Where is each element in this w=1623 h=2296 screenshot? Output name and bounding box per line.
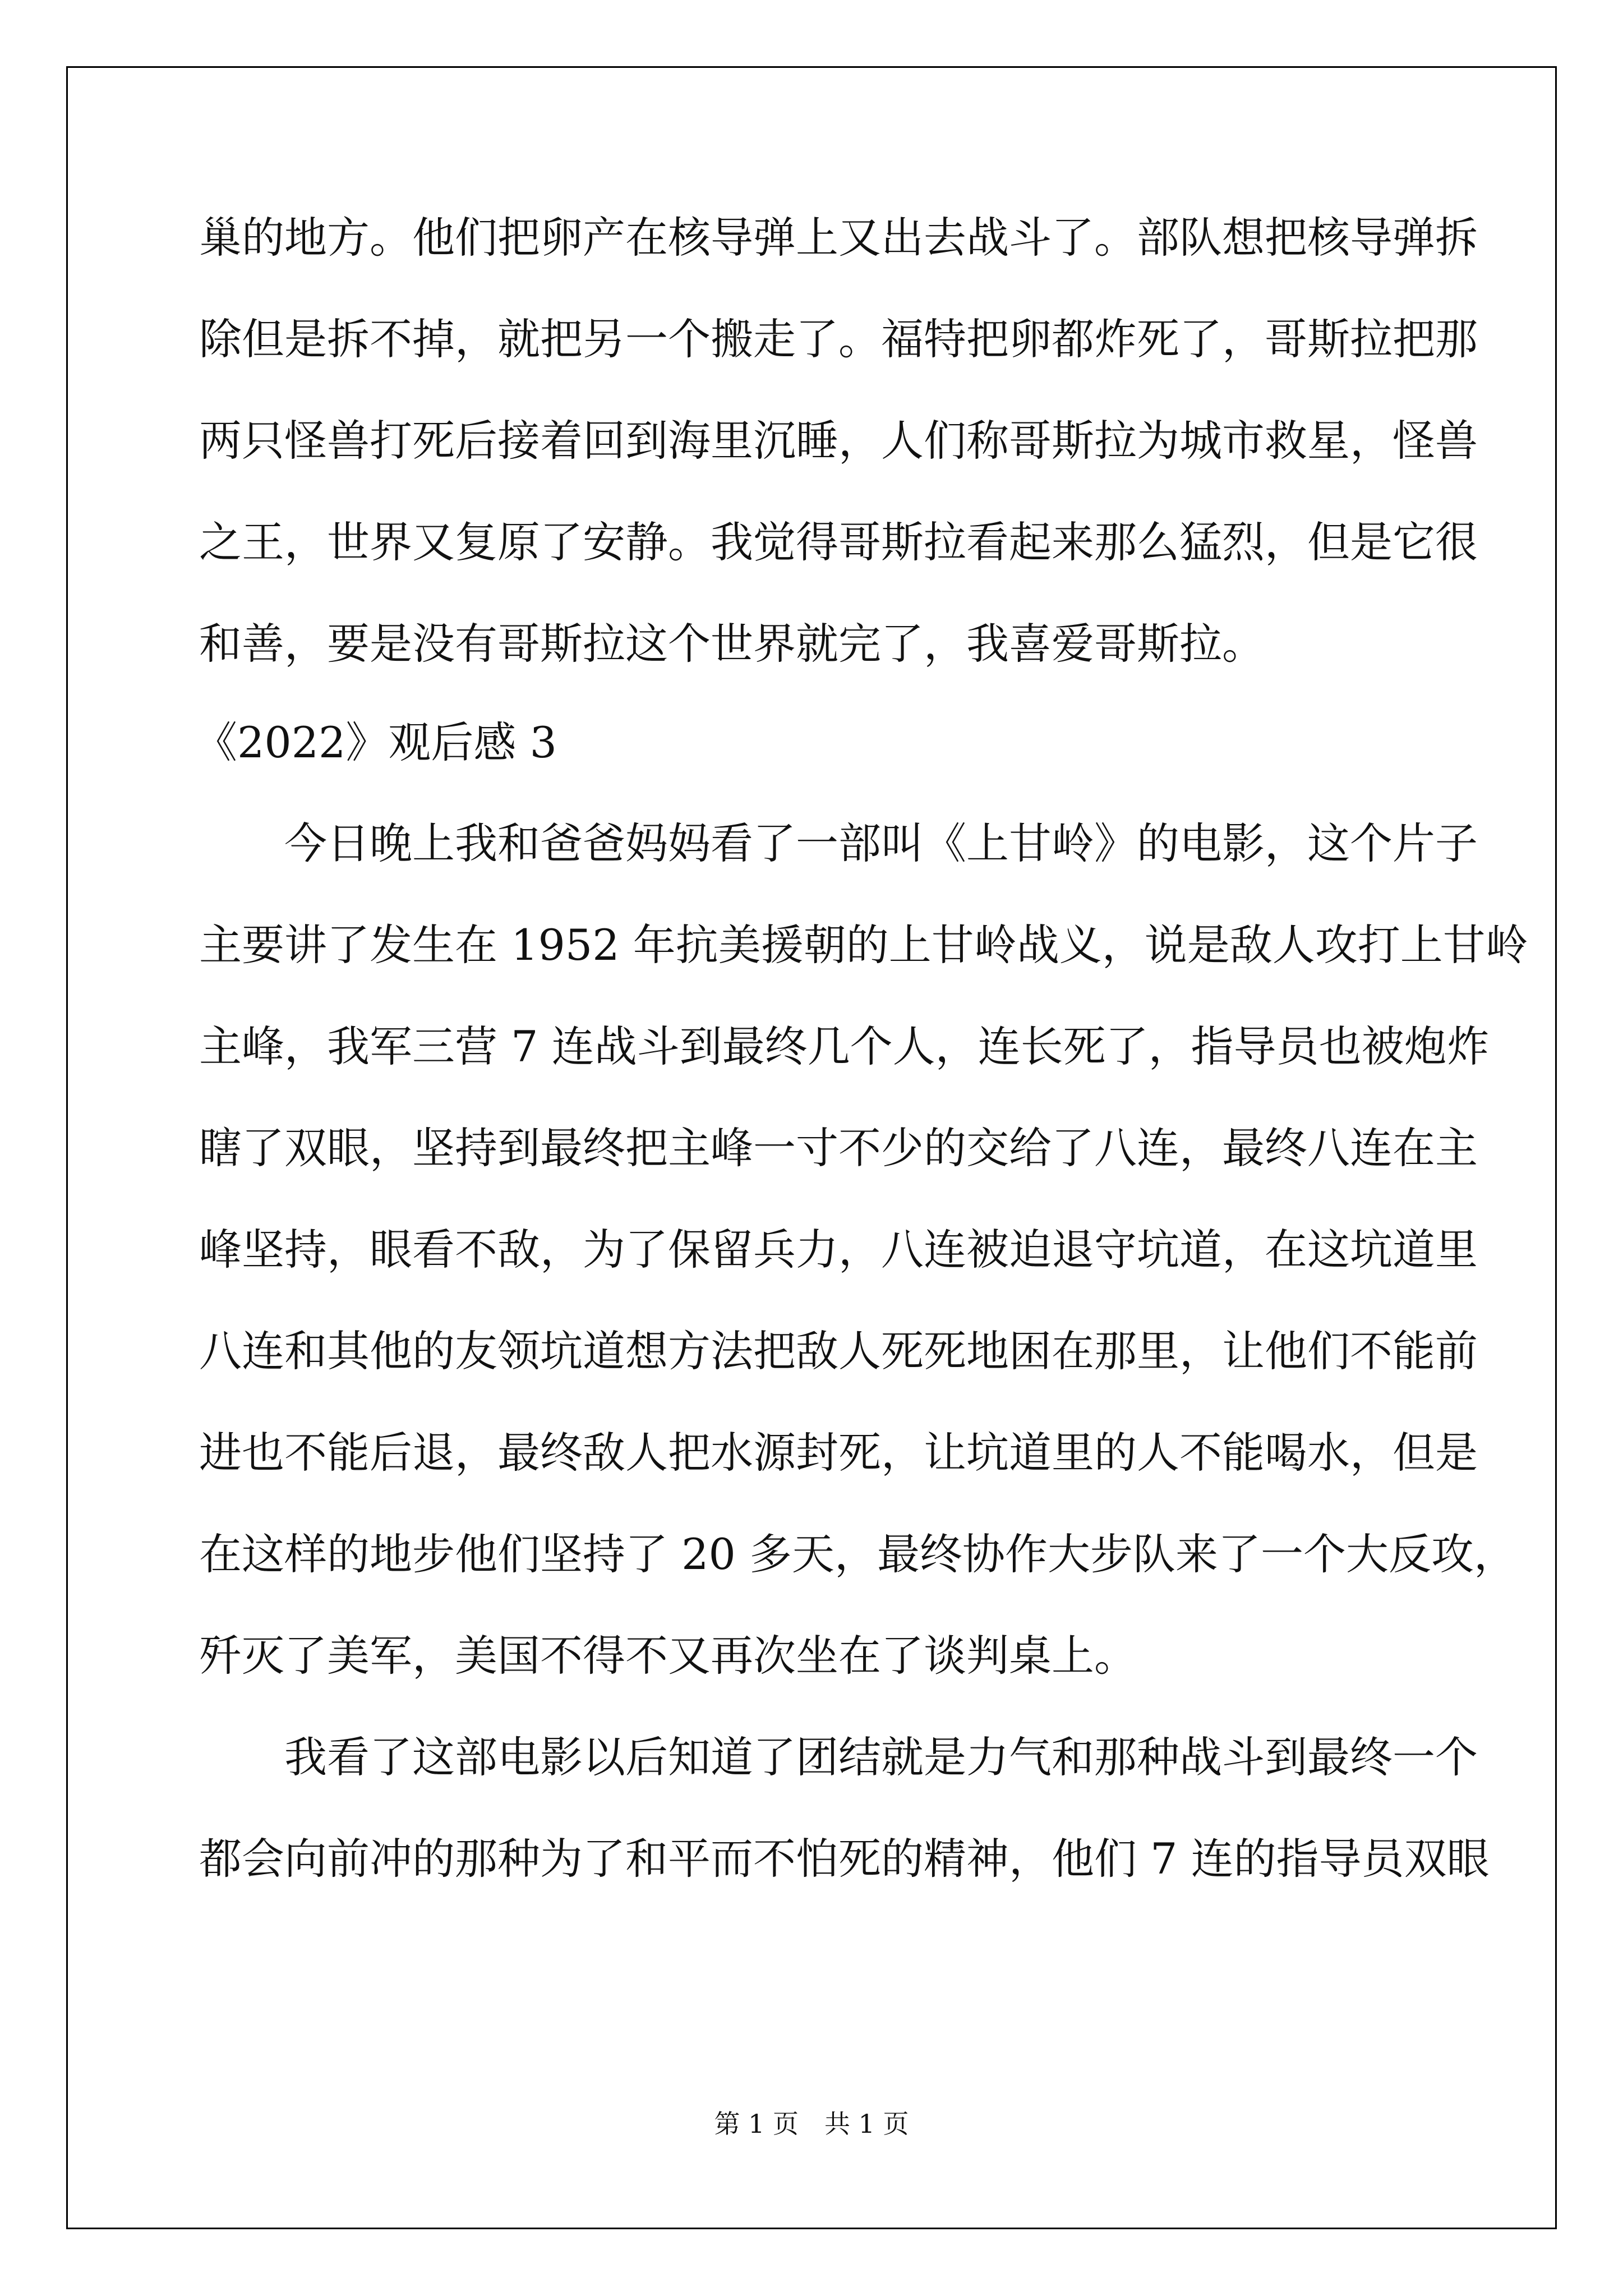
text-line: 主要讲了发生在 1952 年抗美援朝的上甘岭战义，说是敌人攻打上甘岭 <box>199 920 1528 970</box>
text-line: 两只怪兽打死后接着回到海里沉睡，人们称哥斯拉为城市救星，怪兽 <box>199 416 1478 466</box>
text-line: 之王，世界又复原了安静。我觉得哥斯拉看起来那么猛烈，但是它很 <box>199 517 1478 567</box>
text-line: 我看了这部电影以后知道了团结就是力气和那种战斗到最终一个 <box>284 1732 1478 1782</box>
page-footer: 第 1 页 共 1 页 <box>714 2109 909 2139</box>
text-line: 和善，要是没有哥斯拉这个世界就完了，我喜爱哥斯拉。 <box>199 619 1265 669</box>
text-line: 八连和其他的友领坑道想方法把敌人死死地困在那里，让他们不能前 <box>199 1326 1478 1376</box>
text-line: 除但是拆不掉，就把另一个搬走了。福特把卵都炸死了，哥斯拉把那 <box>199 314 1478 364</box>
text-line: 歼灭了美军，美国不得不又再次坐在了谈判桌上。 <box>199 1631 1137 1681</box>
text-line: 进也不能后退，最终敌人把水源封死，让坑道里的人不能喝水，但是 <box>199 1428 1478 1478</box>
section-heading: 《2022》观后感 3 <box>195 717 557 767</box>
text-line: 巢的地方。他们把卵产在核导弹上又出去战斗了。部队想把核导弹拆 <box>199 213 1478 263</box>
text-line: 主峰，我军三营 7 连战斗到最终几个人，连长死了，指导员也被炮炸 <box>199 1022 1490 1071</box>
text-line: 今日晚上我和爸爸妈妈看了一部叫《上甘岭》的电影，这个片子 <box>284 818 1478 868</box>
text-line: 瞎了双眼，坚持到最终把主峰一寸不少的交给了八连，最终八连在主 <box>199 1123 1478 1173</box>
text-line: 峰坚持，眼看不敌，为了保留兵力，八连被迫退守坑道，在这坑道里 <box>199 1225 1478 1274</box>
text-line: 都会向前冲的那种为了和平而不怕死的精神，他们 7 连的指导员双眼 <box>199 1834 1490 1884</box>
text-line: 在这样的地步他们坚持了 20 多天，最终协作大步队来了一个大反攻， <box>199 1529 1517 1579</box>
